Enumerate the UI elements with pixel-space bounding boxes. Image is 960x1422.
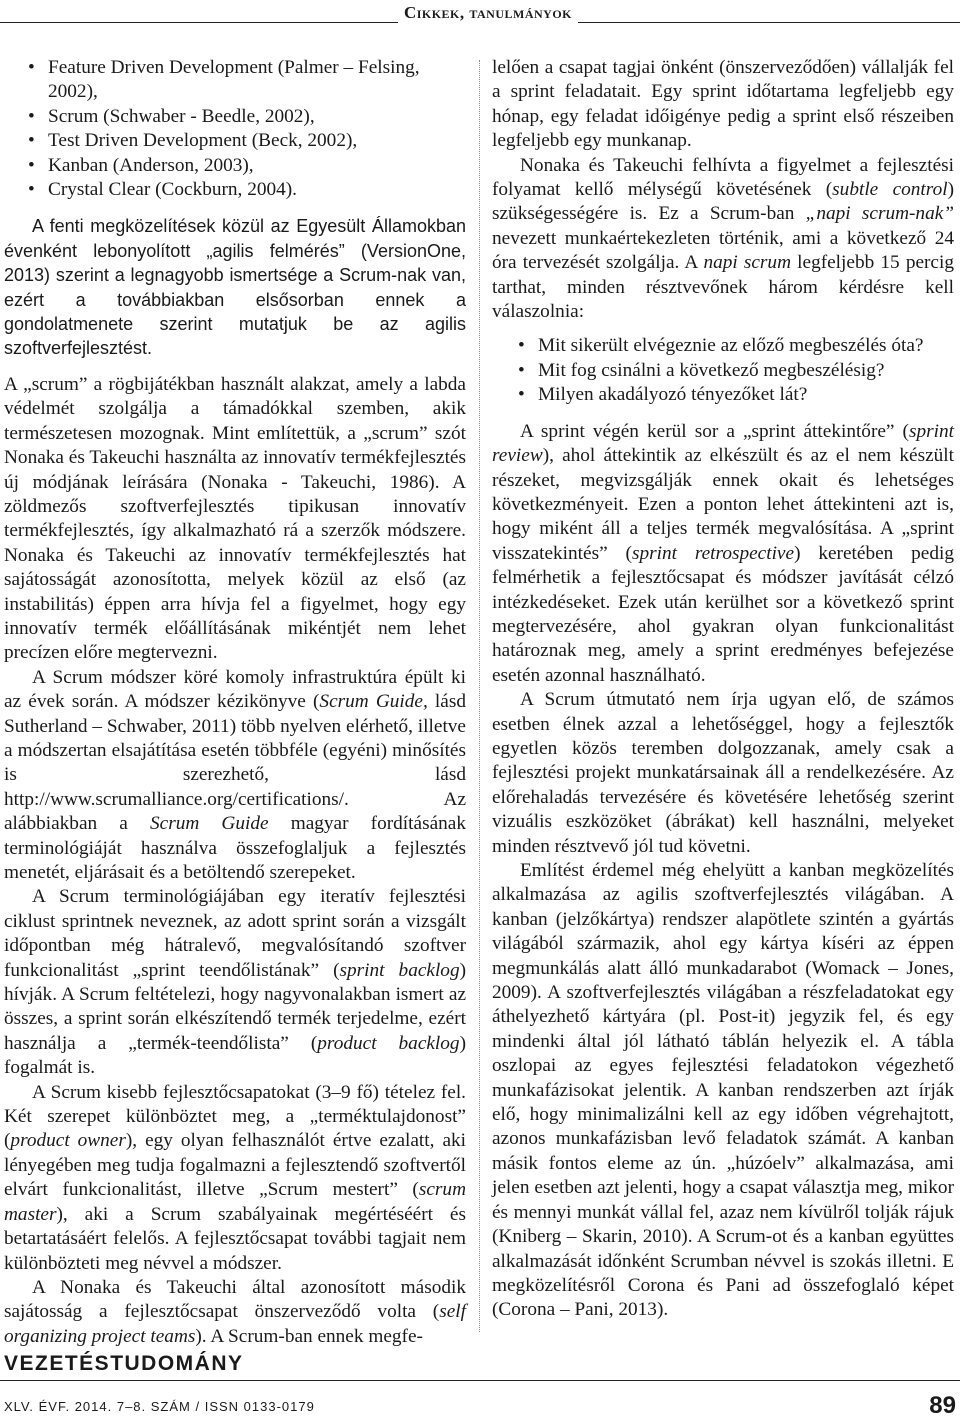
- paragraph: A Scrum terminológiájában egy iteratív fejlesztési ciklust sprintnek neveznek, az adott sprint során a vizsgált időpontban még hátralevő, megvalósítandó szoftver funkcionalitást „sprint teendőlistának” (sprint backlog) hívják. A Scrum feltételezi, hogy nagyvonalakban ismert az összes, a sprint során elkészítendő termék terjedelme, ezért használja a „termék-teendőlista” (product backlog) fogalmát is.: [4, 886, 467, 1079]
- section-title: Cikkek, tanulmányok: [398, 3, 578, 23]
- paragraph: Nonaka és Takeuchi felhívta a figyelmet a fejlesztési folyamat kellő mélységű követésének (subtle control) szükségességére is. Ez a Scrum-ban „napi scrum-nak” nevezett munkaértekezleten történik, ami a következő 24 óra tervezését szolgálja. A napi scrum legfeljebb 15 percig tarthat, minden résztvevőnek három kérdésre kell válaszolnia:: [492, 154, 954, 323]
- list-item: • Mit fog csinálni a következő megbeszélésig?: [492, 359, 954, 383]
- footer-rule: [0, 1380, 960, 1381]
- paragraph: Említést érdemel még ehelyütt a kanban megközelítés alkalmazása az agilis szoftverfejlesztés világában. A kanban (jelzőkártya) rendszer alapötlete szintén a gyártás világából származik, ahol egy kártya kíséri az éppen megmunkálás alatt álló munkadarabot (Womack – Jones, 2009). A szoftverfejlesztés világában a részfeladatokat egy áthelyezhető kártyára (pl. Post-it) jegyzik fel, és egy mindenki által jól látható táblán helyezik el. A tábla oszlopai az egyes fejlesztési feladatokon végezhető munkafázisokat jelentik. A kanban rendszerben azt írják elő, hogy minimalizálni kell az egy időben végrehajtott, azonos munkafázisban levő feladatok számát. A kanban másik fontos eleme az ún. „húzóelv” alkalmazása, ami jelen esetben azt jelenti, hogy a csapat választja meg, mikor és mennyi munkát vállal fel, azaz nem kívülről tolják rájuk (Kniberg – Skarin, 2010). A Scrum-ot és a kanban együttes alkalmazását időnként Scrumban névvel is szokás illetni. E megközelítésről Corona és Pani ad összefoglaló képet (Corona – Pani, 2013).: [492, 860, 954, 1321]
- left-column: [4, 56, 466, 1349]
- paragraph: A Scrum útmutató nem írja ugyan elő, de számos esetben élnek azzal a lehetőséggel, hogy a fejlesztők egyetlen közös teremben dolgozzanak, amely csak a fejlesztési projekt munkatársainak áll a rendelkezésére. Az előrehaladás tervezésére és követésére lehetőség szerint vizuális eszközöket (ábrákat) kell használni, melyeket minden résztvevő jól tud követni.: [492, 689, 954, 857]
- paragraph: lelően a csapat tagjai önként (önszerveződően) vállalják fel a sprint feladatait. Egy sprint időtartama legfeljebb egy hónap, egy feladat időigénye pedig a sprint első részeiben legfeljebb egy munkanap.: [492, 57, 954, 152]
- paragraph: A „scrum” a rögbijátékban használt alakzat, amely a labda védelmét szolgálja a támadókkal szemben, akik természetesen mozognak. Mint említettük, a „scrum” szót Nonaka és Takeuchi használta az innovatív termékfejlesztés új módjának leírására (Nonaka - Takeuchi, 1986). A zöldmezős szoftverfejlesztés tipikusan innovatív termékfejlesztés, így alkalmazható rá a szerzők módszere. Nonaka és Takeuchi az innovatív termékfejlesztés hat sajátosságát azonosította, melyek közül az első (az instabilitás) éppen arra hívja fel a figyelmet, hogy egy innovatív termék előállításának mikéntjét nem lehet precízen előre megtervezni.: [4, 373, 466, 664]
- list-item: • Test Driven Development (Beck, 2002),: [4, 129, 466, 153]
- page-number: 89: [929, 1392, 956, 1419]
- questions-list: [492, 334, 954, 407]
- column-divider: [479, 60, 480, 1332]
- paragraph: A fenti megközelítések közül az Egyesült Államokban évenként lebonyolított „agilis felmérés” (VersionOne, 2013) szerint a legnagyobb ismertsége a Scrum-nak van, ezért a továbbiakban elsősorban ennek a gondolatmenete szerint mutatjuk be az agilis szoftverfejlesztést.: [4, 216, 466, 359]
- right-column: [492, 56, 954, 1323]
- list-item: • Kanban (Anderson, 2003),: [4, 154, 466, 178]
- list-item: • Milyen akadályozó tényezőket lát?: [492, 383, 954, 407]
- list-item: • Mit sikerült elvégeznie az előző megbeszélés óta?: [492, 334, 954, 358]
- list-item: • Feature Driven Development (Palmer – Felsing, 2002),: [4, 56, 466, 105]
- methods-list: [4, 56, 466, 202]
- paragraph: A Nonaka és Takeuchi által azonosított második sajátosság a fejlesztőcsapat önszerveződő volta (self organizing project teams). A Scrum-ban ennek megfe-: [4, 1276, 466, 1347]
- issue-info: XLV. ÉVF. 2014. 7–8. SZÁM / ISSN 0133-0179: [4, 1399, 315, 1414]
- paragraph: A Scrum kisebb fejlesztőcsapatokat (3–9 fő) tételez fel. Két szerepet különböztet meg, a „terméktulajdonost” (product owner), egy olyan felhasználót értve ezalatt, aki lényegében meg tudja fogalmazni a fejlesztendő szoftvertől elvárt funkcionalitást, illetve „Scrum mestert” (scrum master), aki a Scrum szabályainak megértéséért és betartatásáért felelős. A fejlesztőcsapat további tagjait nem különbözteti meg névvel a módszer.: [4, 1081, 466, 1274]
- paragraph: A Scrum módszer köré komoly infrastruktúra épült ki az évek során. A módszer kézikönyve (Scrum Guide, lásd Sutherland – Schwaber, 2011) több nyelven elérhető, illetve a módszertan elsajátítása esetén többféle (egyéni) minősítés is szerezhető, lásd http://www.scrumalliance.org/certifications/. Az alábbiakban a Scrum Guide magyar fordításának terminológiáját használva összefoglaljuk a fejlesztés menetét, eljárásait és a betöltendő szerepeket.: [4, 666, 466, 883]
- journal-title: VEZETÉSTUDOMÁNY: [4, 1352, 244, 1375]
- list-item: • Scrum (Schwaber - Beedle, 2002),: [4, 105, 466, 129]
- paragraph: A sprint végén kerül sor a „sprint áttekintőre” (sprint review), ahol áttekintik az elkészült és az el nem készült részeket, megvizsgálják ennek okait és lehetséges következményeit. Ezen a ponton lehet áttekinteni azt is, hogy miként áll a teljes termék megvalósítása. A „sprint visszatekintés” (sprint retrospective) keretében pedig felmérhetik a fejlesztőcsapat és módszer javítását célzó intézkedéseket. Ezek után kerülhet sor a következő sprint megtervezésére, ahol gyakran olyan funkcionalitást határoznak meg, amely a sprint eredményes befejezése esetén azonnal használható.: [492, 420, 954, 686]
- list-item: • Crystal Clear (Cockburn, 2004).: [4, 178, 466, 202]
